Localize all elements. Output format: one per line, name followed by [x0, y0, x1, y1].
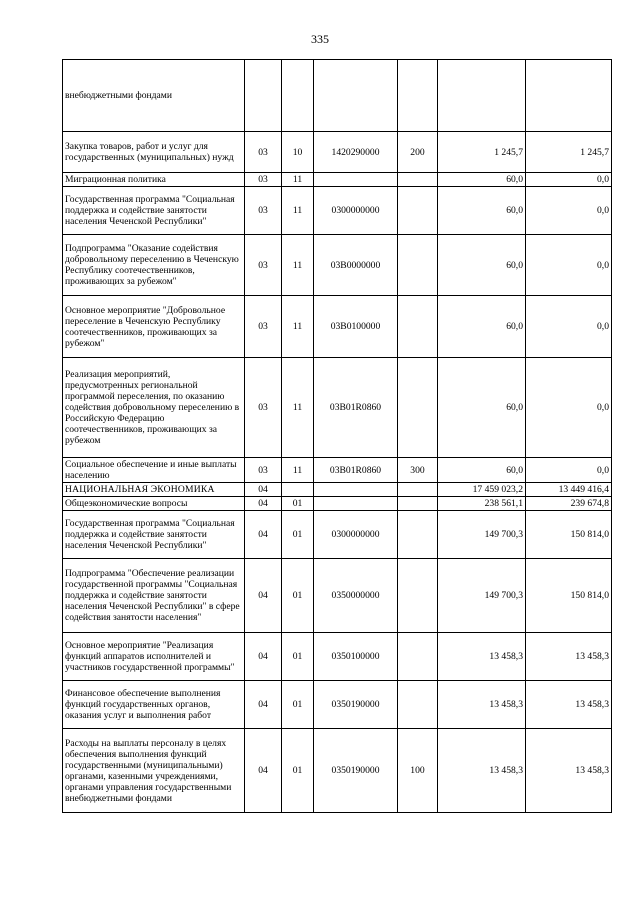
section-code: 04 — [245, 483, 282, 497]
section-code: 03 — [245, 173, 282, 187]
amount-second: 1 245,7 — [526, 132, 612, 173]
target-article-code: 0350190000 — [314, 681, 398, 729]
amount-second: 150 814,0 — [526, 511, 612, 559]
section-code: 03 — [245, 296, 282, 358]
amount-second: 0,0 — [526, 296, 612, 358]
item-name: внебюджетными фондами — [63, 60, 245, 132]
amount-first: 238 561,1 — [438, 497, 526, 511]
table-row — [63, 511, 612, 559]
amount-second: 150 814,0 — [526, 559, 612, 633]
section-code — [245, 60, 282, 132]
item-name: Расходы на выплаты персоналу в целях обеспечения выполнения функций государственными (муниципальными) органами, казенными учреждениями, органами управления государственными внебюджетными фондами — [63, 729, 245, 813]
subsection-code: 11 — [282, 235, 314, 296]
amount-second: 13 458,3 — [526, 729, 612, 813]
amount-first: 13 458,3 — [438, 729, 526, 813]
expense-type-code — [398, 559, 438, 633]
table-row — [63, 132, 612, 173]
item-name: Подпрограмма "Оказание содействия добровольному переселению в Чеченскую Республику соотечественников, проживающих за рубежом" — [63, 235, 245, 296]
item-name: Государственная программа "Социальная поддержка и содействие занятости населения Чеченской Республики" — [63, 187, 245, 235]
table-row — [63, 681, 612, 729]
subsection-code: 01 — [282, 559, 314, 633]
amount-first: 149 700,3 — [438, 511, 526, 559]
expense-type-code — [398, 681, 438, 729]
table-row — [63, 60, 612, 132]
amount-first: 60,0 — [438, 296, 526, 358]
section-code: 04 — [245, 729, 282, 813]
item-name: Общеэкономические вопросы — [63, 497, 245, 511]
expense-type-code — [398, 633, 438, 681]
section-code: 04 — [245, 681, 282, 729]
target-article-code: 1420290000 — [314, 132, 398, 173]
item-name: НАЦИОНАЛЬНАЯ ЭКОНОМИКА — [63, 483, 245, 497]
expense-type-code — [398, 497, 438, 511]
table-row — [63, 633, 612, 681]
amount-first: 149 700,3 — [438, 559, 526, 633]
amount-first — [438, 60, 526, 132]
target-article-code: 0350000000 — [314, 559, 398, 633]
target-article-code — [314, 60, 398, 132]
amount-first: 13 458,3 — [438, 681, 526, 729]
table-row — [63, 559, 612, 633]
target-article-code — [314, 497, 398, 511]
target-article-code: 0300000000 — [314, 187, 398, 235]
item-name: Государственная программа "Социальная поддержка и содействие занятости населения Чеченской Республики" — [63, 511, 245, 559]
expense-type-code — [398, 187, 438, 235]
section-code: 04 — [245, 559, 282, 633]
expense-type-code — [398, 511, 438, 559]
subsection-code: 01 — [282, 681, 314, 729]
table-row — [63, 173, 612, 187]
item-name: Основное мероприятие "Реализация функций аппаратов исполнителей и участников государственной программы" — [63, 633, 245, 681]
table-row — [63, 497, 612, 511]
target-article-code: 03В01R0860 — [314, 358, 398, 458]
item-name: Основное мероприятие "Добровольное переселение в Чеченскую Республику соотечественников, проживающих за рубежом" — [63, 296, 245, 358]
table-row — [63, 458, 612, 483]
section-code: 03 — [245, 235, 282, 296]
table-row — [63, 187, 612, 235]
section-code: 03 — [245, 132, 282, 173]
target-article-code — [314, 483, 398, 497]
subsection-code: 11 — [282, 173, 314, 187]
target-article-code — [314, 173, 398, 187]
amount-second: 239 674,8 — [526, 497, 612, 511]
target-article-code: 0350100000 — [314, 633, 398, 681]
amount-first: 60,0 — [438, 173, 526, 187]
section-code: 04 — [245, 511, 282, 559]
section-code: 03 — [245, 187, 282, 235]
subsection-code — [282, 483, 314, 497]
amount-second: 0,0 — [526, 458, 612, 483]
amount-first: 13 458,3 — [438, 633, 526, 681]
amount-second: 0,0 — [526, 358, 612, 458]
item-name: Реализация мероприятий, предусмотренных региональной программой переселения, по оказанию содействия добровольному переселению в Российскую Федерацию соотечественников, проживающих за рубежом — [63, 358, 245, 458]
item-name: Миграционная политика — [63, 173, 245, 187]
subsection-code: 11 — [282, 358, 314, 458]
expense-type-code — [398, 296, 438, 358]
amount-second: 13 449 416,4 — [526, 483, 612, 497]
section-code: 04 — [245, 633, 282, 681]
table-row — [63, 358, 612, 458]
subsection-code: 01 — [282, 511, 314, 559]
target-article-code: 0300000000 — [314, 511, 398, 559]
amount-second: 0,0 — [526, 173, 612, 187]
expense-type-code — [398, 60, 438, 132]
amount-second: 13 458,3 — [526, 681, 612, 729]
subsection-code: 11 — [282, 296, 314, 358]
amount-second: 0,0 — [526, 235, 612, 296]
expense-type-code: 200 — [398, 132, 438, 173]
section-code: 03 — [245, 458, 282, 483]
target-article-code: 0350190000 — [314, 729, 398, 813]
subsection-code: 01 — [282, 633, 314, 681]
expense-type-code — [398, 173, 438, 187]
amount-second — [526, 60, 612, 132]
target-article-code: 03В0100000 — [314, 296, 398, 358]
table-row — [63, 235, 612, 296]
table-row — [63, 296, 612, 358]
item-name: Закупка товаров, работ и услуг для государственных (муниципальных) нужд — [63, 132, 245, 173]
section-code: 04 — [245, 497, 282, 511]
table-row — [63, 483, 612, 497]
amount-first: 60,0 — [438, 358, 526, 458]
subsection-code — [282, 60, 314, 132]
target-article-code: 03В01R0860 — [314, 458, 398, 483]
amount-first: 1 245,7 — [438, 132, 526, 173]
subsection-code: 01 — [282, 497, 314, 511]
expense-type-code — [398, 235, 438, 296]
amount-second: 13 458,3 — [526, 633, 612, 681]
item-name: Подпрограмма "Обеспечение реализации государственной программы "Социальная поддержка и содействие занятости населения Чеченской Республики" в сфере содействия занятости населения" — [63, 559, 245, 633]
amount-second: 0,0 — [526, 187, 612, 235]
subsection-code: 10 — [282, 132, 314, 173]
amount-first: 60,0 — [438, 235, 526, 296]
target-article-code: 03В0000000 — [314, 235, 398, 296]
budget-table — [62, 59, 612, 813]
item-name: Социальное обеспечение и иные выплаты населению — [63, 458, 245, 483]
expense-type-code: 300 — [398, 458, 438, 483]
section-code: 03 — [245, 358, 282, 458]
expense-type-code — [398, 358, 438, 458]
amount-first: 17 459 023,2 — [438, 483, 526, 497]
subsection-code: 01 — [282, 729, 314, 813]
expense-type-code — [398, 483, 438, 497]
table-row — [63, 729, 612, 813]
expense-type-code: 100 — [398, 729, 438, 813]
subsection-code: 11 — [282, 187, 314, 235]
amount-first: 60,0 — [438, 458, 526, 483]
page-number: 335 — [311, 32, 329, 46]
item-name: Финансовое обеспечение выполнения функций государственных органов, оказания услуг и выполнения работ — [63, 681, 245, 729]
amount-first: 60,0 — [438, 187, 526, 235]
subsection-code: 11 — [282, 458, 314, 483]
